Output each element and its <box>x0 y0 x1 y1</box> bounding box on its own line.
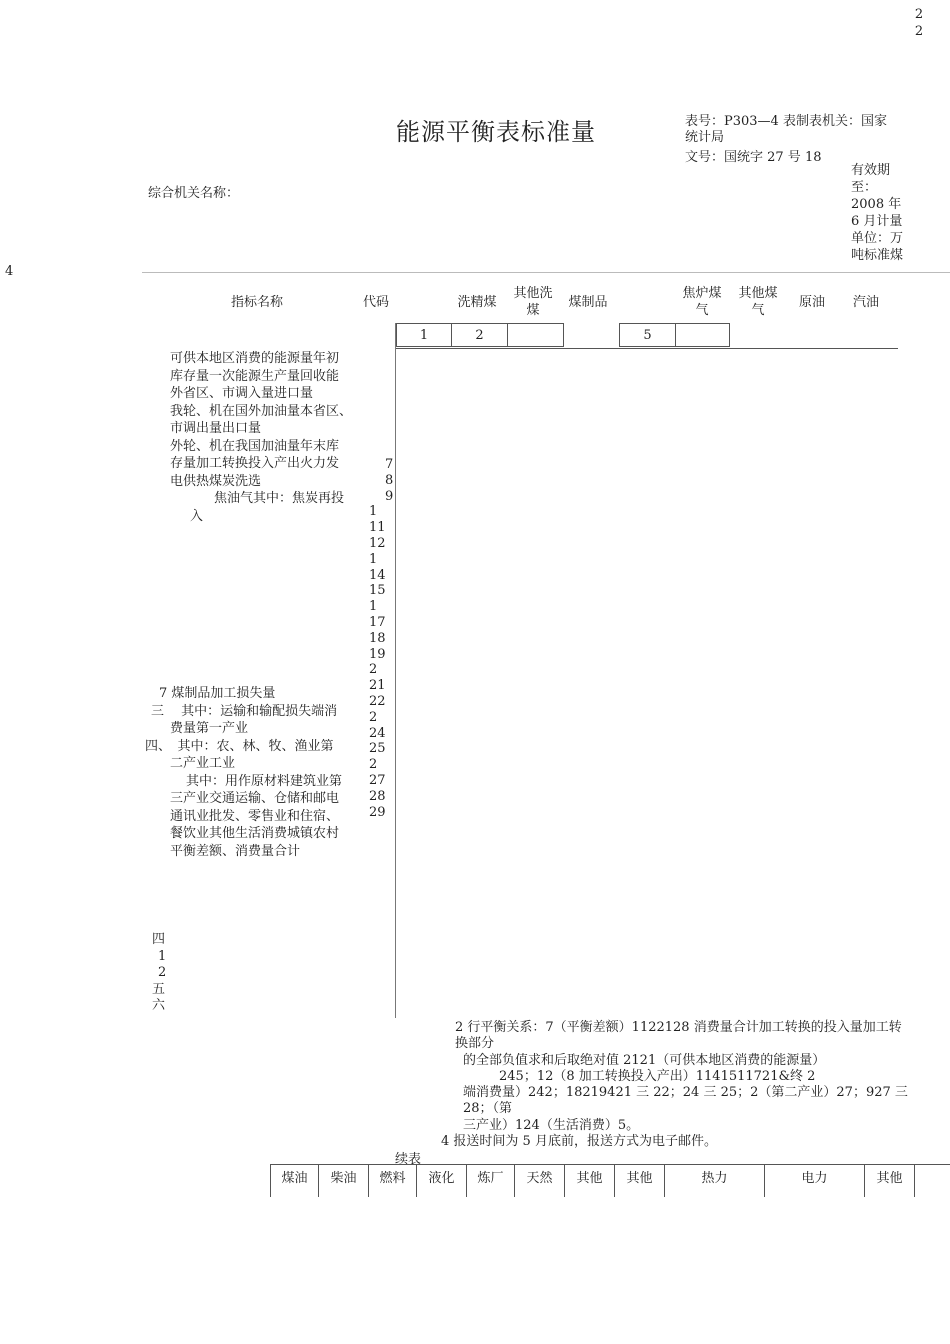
section-marks <box>152 932 166 1015</box>
indicator-line: 平衡差额、消费量合计 <box>170 843 301 859</box>
section-mark: 2 <box>158 965 167 980</box>
column-number-2: 2 <box>451 323 508 347</box>
indicator-line: 三 其中：运输和输配损失端消 <box>151 703 338 719</box>
row-code: 11 <box>369 520 386 536</box>
section-mark: 六 <box>152 998 166 1013</box>
note-line: 245；12（8 加工转换投入产出）1141511721&终 2 <box>499 1068 816 1084</box>
row-code: 22 <box>369 693 386 709</box>
document-number: 文号：国统字 27 号 18 <box>685 150 822 165</box>
continuation-label: 续表 <box>395 1152 422 1167</box>
header-col-other-washed-coal: 其他洗煤 <box>513 286 553 318</box>
note-line: 2 行平衡关系：7（平衡差额）1122128 消费量合计加工转换的投入量加工转换部分 <box>455 1020 902 1052</box>
header-col-gasoline: 汽油 <box>852 295 879 310</box>
row-code: 24 <box>369 725 386 741</box>
note-line: 的全部负值求和后取绝对值 2121（可供本地区消费的能源量） <box>463 1052 826 1068</box>
indicator-line: 存量加工转换投入产出火力发 <box>170 456 340 471</box>
row-code: 12 <box>369 535 386 551</box>
row-code: 9 <box>385 488 394 504</box>
indicator-line: 通讯业批发、零售业和住宿、 <box>170 808 340 824</box>
page-title: 能源平衡表标准量 <box>396 118 596 146</box>
cont-col-diesel: 柴油 <box>318 1165 368 1197</box>
indicator-line: 二产业工业 <box>170 756 236 771</box>
column-number-1: 1 <box>396 323 452 347</box>
left-margin-mark: 4 <box>5 264 14 279</box>
header-col-washed-coal: 洗精煤 <box>457 295 497 310</box>
row-code: 2 <box>369 709 378 725</box>
indicator-line: 7 煤制品加工损失量 <box>159 686 276 701</box>
cont-col-other-2: 其他 <box>614 1165 664 1197</box>
row-code: 21 <box>369 678 386 694</box>
row-code: 1 <box>369 551 378 567</box>
row-code: 17 <box>369 614 386 630</box>
indicator-line: 可供本地区消费的能源量年初 <box>170 351 340 366</box>
cont-col-fuel-oil: 燃料 <box>368 1165 416 1197</box>
column-number-empty <box>507 323 564 347</box>
row-code: 19 <box>369 646 386 662</box>
cont-col-heat: 热力 <box>664 1165 764 1197</box>
section-mark: 1 <box>158 948 167 964</box>
indicator-line: 电供热煤炭洗选 <box>170 473 262 489</box>
header-col-coke-oven-gas: 焦炉煤气 <box>682 286 722 318</box>
note-line: 三产业）124（生活消费）5。 <box>463 1117 640 1133</box>
note-line: 4 报送时间为 5 月底前，报送方式为电子邮件。 <box>441 1134 717 1150</box>
notes <box>441 1020 910 1150</box>
row-code: 29 <box>369 804 386 820</box>
cont-col-natural-gas: 天然 <box>514 1165 564 1197</box>
column-number-rule <box>396 348 898 349</box>
note-line: 端消费量）242；18219421 三 22；24 三 25；2（第二产业）27；927 三 28；（第 <box>463 1085 908 1117</box>
column-number-empty-2 <box>675 323 730 347</box>
organization-name-label: 综合机关名称： <box>148 186 240 201</box>
row-code: 1 <box>369 599 378 615</box>
indicator-line: 三产业交通运输、仓储和邮电 <box>170 791 340 806</box>
row-code: 1 <box>369 504 378 520</box>
cont-col-kerosene: 煤油 <box>270 1165 318 1197</box>
indicator-line: 我轮、机在国外加油量本省区、 <box>170 403 353 419</box>
row-code: 28 <box>369 788 386 804</box>
cont-col-empty <box>914 1165 950 1197</box>
section-mark: 四 <box>152 932 166 947</box>
continuation-header <box>270 1164 950 1197</box>
indicator-line: 其中：用作原材料建筑业第 <box>186 773 343 789</box>
page-number: 2 2 <box>914 7 924 39</box>
lower-indicator-list <box>145 685 360 860</box>
section-mark: 五 <box>152 981 166 997</box>
indicator-line: 焦油气其中：焦炭再投 <box>214 491 345 506</box>
header-code: 代码 <box>362 295 389 310</box>
row-code: 2 <box>369 757 378 773</box>
validity-and-unit: 有效期至：2008 年 6 月计量单位：万吨标准煤 <box>851 163 904 263</box>
indicator-line: 餐饮业其他生活消费城镇农村 <box>170 826 340 841</box>
header-col-coal-products: 煤制品 <box>568 295 608 310</box>
row-code: 27 <box>369 772 386 788</box>
indicator-line: 四、 其中：农、林、牧、渔业第 <box>145 738 334 754</box>
cont-col-lpg: 液化 <box>416 1165 466 1197</box>
indicator-list <box>170 350 362 525</box>
cont-col-refinery-gas: 炼厂 <box>466 1165 514 1197</box>
indicator-line: 市调出量出口量 <box>170 421 262 436</box>
header-indicator-name: 指标名称 <box>230 295 283 310</box>
indicator-line: 入 <box>190 508 204 524</box>
row-code: 25 <box>369 741 386 757</box>
header-col-crude-oil: 原油 <box>798 295 825 310</box>
indicator-line: 外省区、市调入量进口量 <box>170 386 314 401</box>
header-top-rule <box>142 272 950 273</box>
indicator-line: 费量第一产业 <box>170 721 249 736</box>
row-code-list <box>369 457 393 820</box>
column-number-5: 5 <box>619 323 676 347</box>
row-code: 15 <box>369 583 386 599</box>
header-col-other-gas: 其他煤气 <box>738 286 778 318</box>
cont-col-other-1: 其他 <box>564 1165 614 1197</box>
row-code: 7 <box>385 457 394 472</box>
table-code: 表号：P303—4 表制表机关：国家统计局 <box>685 114 887 145</box>
cont-col-electricity: 电力 <box>764 1165 864 1197</box>
row-code: 14 <box>369 567 386 583</box>
row-code: 8 <box>385 472 394 488</box>
table-vertical-divider <box>395 323 396 1018</box>
row-code: 2 <box>369 662 378 678</box>
indicator-line: 库存量一次能源生产量回收能 <box>170 368 340 384</box>
row-code: 18 <box>369 630 386 646</box>
indicator-line: 外轮、机在我国加油量年末库 <box>170 438 340 454</box>
cont-col-other-3: 其他 <box>864 1165 914 1197</box>
